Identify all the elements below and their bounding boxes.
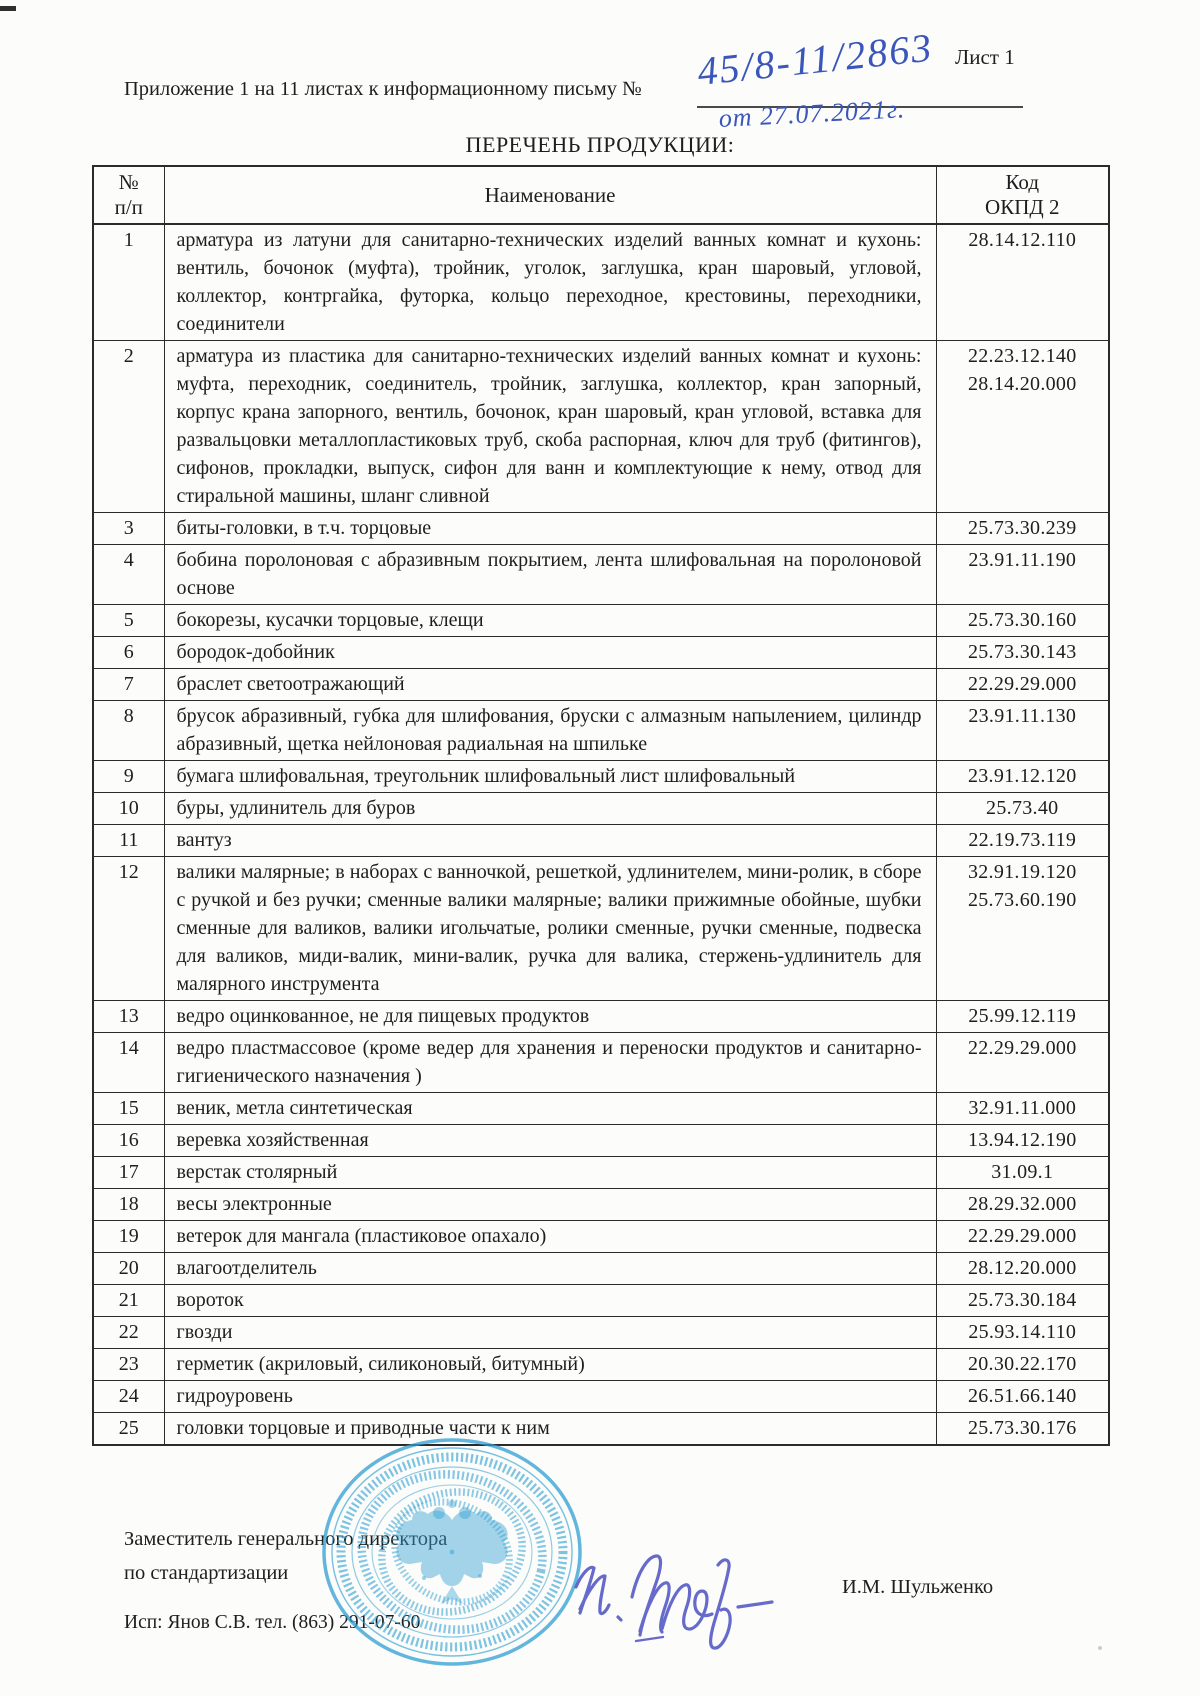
- table-row: [93, 637, 1109, 669]
- table-row: [93, 1381, 1109, 1413]
- okpd-code: 28.29.32.000: [967, 1193, 1077, 1215]
- okpd-code-cell: [936, 1125, 1109, 1157]
- okpd-code: 32.91.19.120: [967, 861, 1077, 883]
- appendix-reference-line: Приложение 1 на 11 листах к информационному письму №: [124, 78, 642, 100]
- product-name-cell: головки торцовые и приводные части к ним: [164, 1413, 936, 1446]
- scan-artifact: [0, 6, 16, 11]
- stamp-eagle-emblem: [396, 1500, 507, 1604]
- row-number-cell: 6: [93, 637, 164, 669]
- table-row: [93, 513, 1109, 545]
- table-row: [93, 1001, 1109, 1033]
- table-row: [93, 1413, 1109, 1446]
- row-number-cell: 14: [93, 1033, 164, 1093]
- row-number-cell: 4: [93, 545, 164, 605]
- row-number-cell: 19: [93, 1221, 164, 1253]
- row-number-cell: 24: [93, 1381, 164, 1413]
- okpd-code: 25.73.30.160: [967, 609, 1077, 631]
- product-name-cell: вороток: [164, 1285, 936, 1317]
- product-name-cell: ветерок для мангала (пластиковое опахало): [164, 1221, 936, 1253]
- table-row: [93, 1221, 1109, 1253]
- okpd-code: 26.51.66.140: [967, 1385, 1077, 1407]
- product-name-cell: гидроуровень: [164, 1381, 936, 1413]
- okpd-code: 25.93.14.110: [968, 1321, 1077, 1343]
- okpd-code: 31.09.1: [991, 1161, 1054, 1183]
- product-table-body: [93, 224, 1109, 1445]
- row-number-cell: 20: [93, 1253, 164, 1285]
- product-name-cell: буры, удлинитель для буров: [164, 793, 936, 825]
- okpd-code: 20.30.22.170: [967, 1353, 1077, 1375]
- okpd-code: 25.73.40: [986, 797, 1059, 819]
- okpd-code: 22.29.29.000: [967, 1037, 1077, 1059]
- column-header-code: [936, 166, 1109, 224]
- product-name-cell: валики малярные; в наборах с ванночкой, решеткой, удлинителем, мини-ролик, в сборе с ручкой и без ручки; сменные валики малярные; валики прижимные обойные, шубки сменные для валиков, валики игольчатые, ролики сменные, ручки сменные, подвеска для валиков, миди-валик, мини-валик, ручка для валика, стержень-удлинитель для малярного инструмента: [164, 857, 936, 1001]
- row-number-cell: 10: [93, 793, 164, 825]
- round-stamp: [312, 1428, 592, 1678]
- handwritten-letter-number: 45/8-11/2863: [695, 24, 936, 95]
- okpd-code-cell: [936, 1033, 1109, 1093]
- row-number-cell: 7: [93, 669, 164, 701]
- row-number-cell: 11: [93, 825, 164, 857]
- okpd-code: 28.14.12.110: [968, 229, 1077, 251]
- product-name-cell: верстак столярный: [164, 1157, 936, 1189]
- row-number-cell: 12: [93, 857, 164, 1001]
- row-number-cell: 22: [93, 1317, 164, 1349]
- table-row: [93, 1285, 1109, 1317]
- page-title: ПЕРЕЧЕНЬ ПРОДУКЦИИ:: [465, 132, 735, 157]
- okpd-code: 28.12.20.000: [967, 1257, 1077, 1279]
- okpd-code-cell: [936, 793, 1109, 825]
- row-number-cell: 16: [93, 1125, 164, 1157]
- okpd-code-cell: [936, 1157, 1109, 1189]
- table-row: [93, 545, 1109, 605]
- product-name-cell: веревка хозяйственная: [164, 1125, 936, 1157]
- code-header-line2: ОКПД 2: [985, 195, 1060, 219]
- product-name-cell: арматура из латуни для санитарно-технических изделий ванных комнат и кухонь: вентиль, бочонок (муфта), тройник, уголок, заглушка, кран шаровый, угловой, коллектор, контргайка, футорка, кольцо переходное, крестовины, переходники, соединители: [164, 224, 936, 341]
- column-header-num: [93, 166, 164, 224]
- okpd-code: 25.73.60.190: [967, 889, 1077, 911]
- product-name-cell: бокорезы, кусачки торцовые, клещи: [164, 605, 936, 637]
- okpd-code: 23.91.11.130: [968, 705, 1077, 727]
- okpd-code: 23.91.11.190: [968, 549, 1077, 571]
- product-table-header: [93, 166, 1109, 224]
- table-row: [93, 1125, 1109, 1157]
- product-name-cell: бобина поролоновая с абразивным покрытием, лента шлифовальная на поролоновой основе: [164, 545, 936, 605]
- table-row: [93, 224, 1109, 341]
- okpd-code: 22.29.29.000: [967, 1225, 1077, 1247]
- product-name-cell: арматура из пластика для санитарно-технических изделий ванных комнат и кухонь: муфта, переходник, соединитель, тройник, заглушка, коллектор, кран запорный, корпус крана запорного, вентиль, бочонок, кран шаровый, кран угловой, вставка для развальцовки металлопластиковых труб, скоба распорная, ключ для труб (фитингов), сифонов, прокладки, выпуск, сифон для ванн и комплектующие к нему, отвод для стиральной машины, шланг сливной: [164, 341, 936, 513]
- table-row: [93, 1093, 1109, 1125]
- row-number-cell: 5: [93, 605, 164, 637]
- table-row: [93, 1317, 1109, 1349]
- row-number-cell: 2: [93, 341, 164, 513]
- okpd-code-cell: [936, 669, 1109, 701]
- table-row: [93, 1349, 1109, 1381]
- row-number-cell: 15: [93, 1093, 164, 1125]
- okpd-code-cell: [936, 825, 1109, 857]
- product-name-cell: бумага шлифовальная, треугольник шлифовальный лист шлифовальный: [164, 761, 936, 793]
- row-number-cell: 13: [93, 1001, 164, 1033]
- okpd-code-cell: [936, 1001, 1109, 1033]
- row-number-cell: 3: [93, 513, 164, 545]
- okpd-code: 25.73.30.143: [967, 641, 1077, 663]
- table-row: [93, 857, 1109, 1001]
- row-number-cell: 9: [93, 761, 164, 793]
- signer-position-line1: Заместитель генерального директора: [124, 1528, 448, 1550]
- product-name-cell: браслет светоотражающий: [164, 669, 936, 701]
- table-row: [93, 669, 1109, 701]
- row-number-cell: 21: [93, 1285, 164, 1317]
- okpd-code: 25.99.12.119: [968, 1005, 1077, 1027]
- okpd-code-cell: [936, 1413, 1109, 1446]
- okpd-code-cell: [936, 637, 1109, 669]
- okpd-code-cell: [936, 1093, 1109, 1125]
- table-row: [93, 605, 1109, 637]
- product-name-cell: биты-головки, в т.ч. торцовые: [164, 513, 936, 545]
- product-name-cell: ведро пластмассовое (кроме ведер для хранения и переноски продуктов и санитарно-гигиенического назначения ): [164, 1033, 936, 1093]
- row-number-cell: 17: [93, 1157, 164, 1189]
- row-number-cell: 8: [93, 701, 164, 761]
- okpd-code-cell: [936, 545, 1109, 605]
- okpd-code: 13.94.12.190: [967, 1129, 1077, 1151]
- signer-position-line2: по стандартизации: [124, 1562, 289, 1584]
- table-row: [93, 701, 1109, 761]
- okpd-code-cell: [936, 1317, 1109, 1349]
- okpd-code-cell: [936, 1253, 1109, 1285]
- table-row: [93, 1033, 1109, 1093]
- row-number-cell: 18: [93, 1189, 164, 1221]
- product-name-cell: бородок-добойник: [164, 637, 936, 669]
- table-row: [93, 1253, 1109, 1285]
- okpd-code-cell: [936, 513, 1109, 545]
- product-name-cell: ведро оцинкованное, не для пищевых продуктов: [164, 1001, 936, 1033]
- table-row: [93, 761, 1109, 793]
- product-name-cell: вантуз: [164, 825, 936, 857]
- table-row: [93, 341, 1109, 513]
- okpd-code: 22.23.12.140: [967, 345, 1077, 367]
- product-name-cell: веник, метла синтетическая: [164, 1093, 936, 1125]
- table-row: [93, 1157, 1109, 1189]
- product-name-cell: герметик (акриловый, силиконовый, битумный): [164, 1349, 936, 1381]
- okpd-code: 25.73.30.176: [967, 1417, 1077, 1439]
- okpd-code-cell: [936, 1189, 1109, 1221]
- num-header-line1: №: [118, 170, 139, 194]
- product-name-cell: гвозди: [164, 1317, 936, 1349]
- okpd-code: 22.19.73.119: [968, 829, 1077, 851]
- okpd-code: 22.29.29.000: [967, 673, 1077, 695]
- product-table: [92, 165, 1110, 1446]
- column-header-name: Наименование: [164, 166, 936, 224]
- handwritten-letter-date: от 27.07.2021г.: [718, 94, 906, 133]
- product-name-cell: влагоотделитель: [164, 1253, 936, 1285]
- product-name-cell: брусок абразивный, губка для шлифования, бруски с алмазным напылением, цилиндр абразивный, щетка нейлоновая радиальная на шпильке: [164, 701, 936, 761]
- executor-contact-line: Исп: Янов С.В. тел. (863) 291-07-60: [124, 1612, 421, 1633]
- okpd-code-cell: [936, 1381, 1109, 1413]
- okpd-code: 23.91.12.120: [967, 765, 1077, 787]
- okpd-code: 32.91.11.000: [968, 1097, 1077, 1119]
- table-row: [93, 1189, 1109, 1221]
- okpd-code-cell: [936, 341, 1109, 513]
- okpd-code-cell: [936, 857, 1109, 1001]
- okpd-code-cell: [936, 761, 1109, 793]
- header-row: [93, 166, 1109, 224]
- row-number-cell: 23: [93, 1349, 164, 1381]
- okpd-code-cell: [936, 605, 1109, 637]
- okpd-code-cell: [936, 224, 1109, 341]
- okpd-code-cell: [936, 1349, 1109, 1381]
- okpd-code: 28.14.20.000: [967, 373, 1077, 395]
- okpd-code-cell: [936, 701, 1109, 761]
- sheet-number-label: Лист 1: [955, 45, 1015, 69]
- table-row: [93, 793, 1109, 825]
- okpd-code-cell: [936, 1221, 1109, 1253]
- scan-artifact: [1098, 1646, 1102, 1650]
- okpd-code-cell: [936, 1285, 1109, 1317]
- row-number-cell: 1: [93, 224, 164, 341]
- table-row: [93, 825, 1109, 857]
- okpd-code: 25.73.30.184: [967, 1289, 1077, 1311]
- num-header-line2: п/п: [114, 195, 143, 219]
- signer-name: И.М. Шульженко: [842, 1576, 994, 1598]
- okpd-code: 25.73.30.239: [967, 517, 1077, 539]
- signature: [566, 1535, 806, 1665]
- code-header-line1: Код: [1005, 170, 1040, 194]
- product-name-cell: весы электронные: [164, 1189, 936, 1221]
- row-number-cell: 25: [93, 1413, 164, 1446]
